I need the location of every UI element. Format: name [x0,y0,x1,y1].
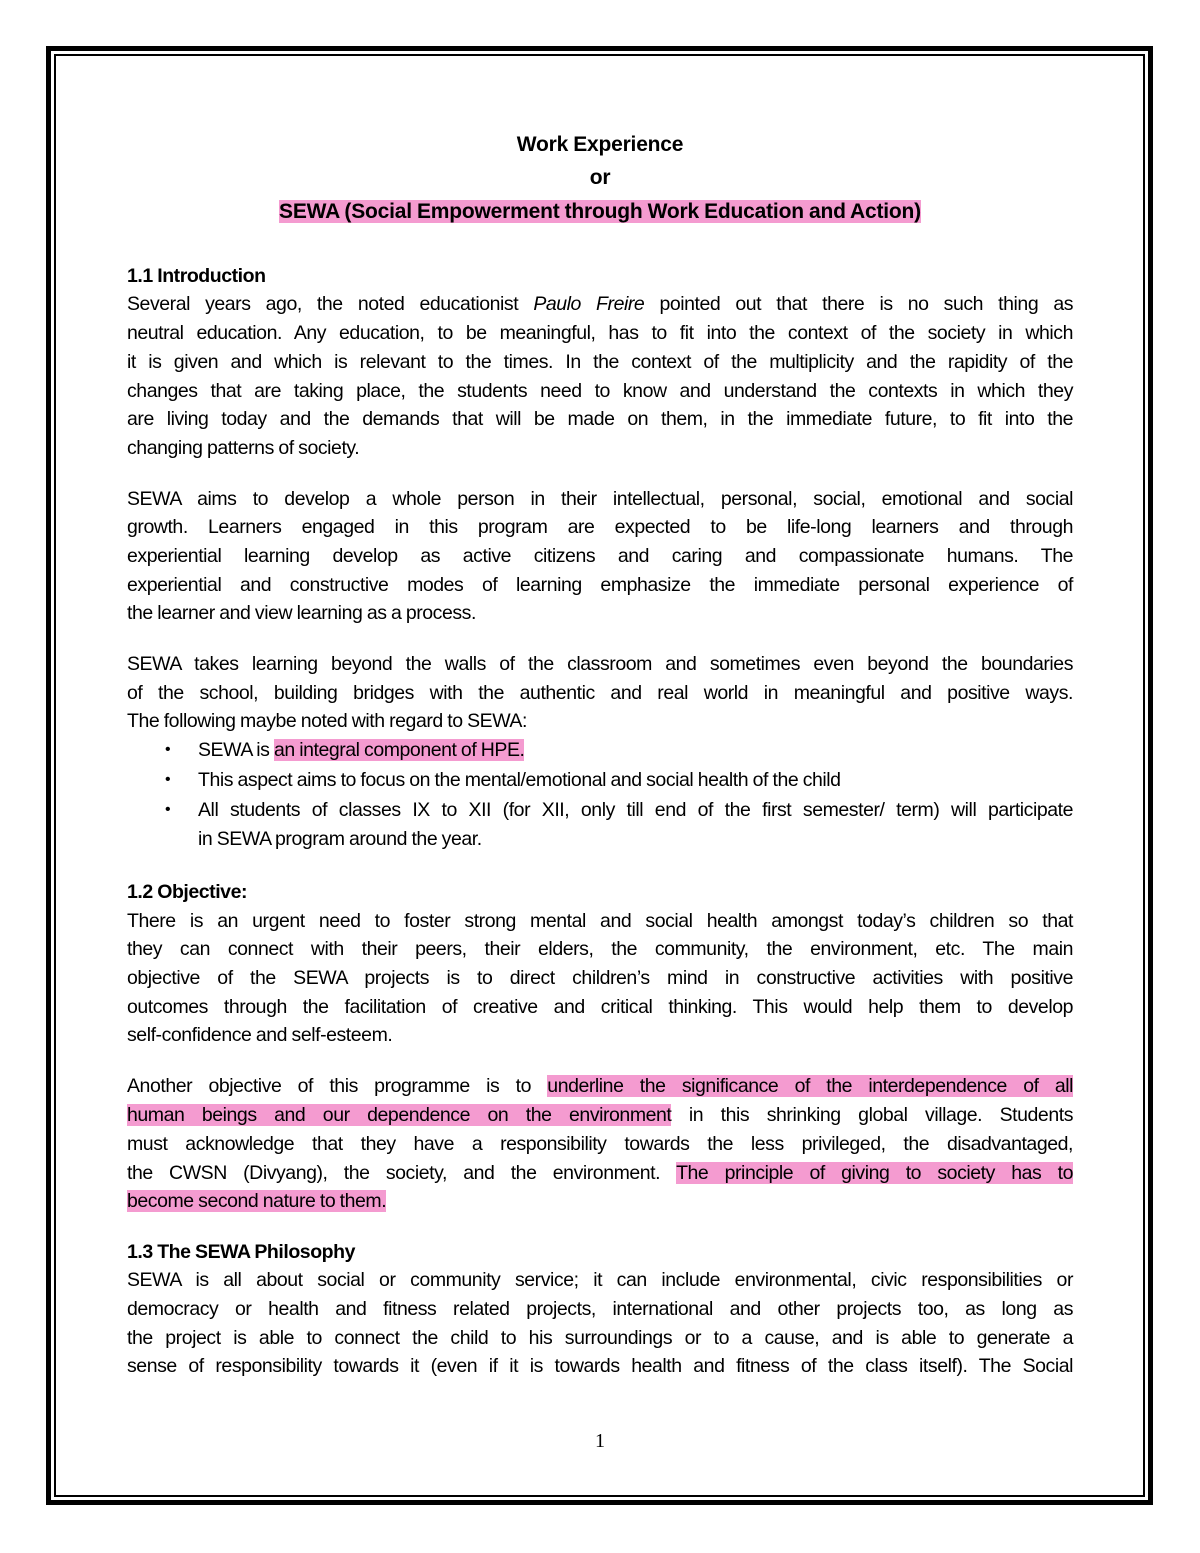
bullet-item-1 [127,736,1073,764]
intro-para1-line5: are living today and the demands that will be made on them, in the immediate future, to fit into the [127,408,1073,430]
intro-para3-line1: SEWA takes learning beyond the walls of the classroom and sometimes even beyond the boundaries [127,653,1073,675]
intro-para3-line3: The following maybe noted with regard to SEWA: [127,710,527,732]
objective-para2-line1 [127,1072,1073,1100]
objective-text: Another objective of this programme is to [127,1075,531,1097]
objective-text: the CWSN (Divyang), the society, and the environment. [127,1162,661,1184]
title-sewa [127,198,1073,226]
heading-objective: 1.2 Objective: [127,881,248,903]
bullet-highlight: an integral component of HPE. [273,739,525,761]
objective-text: in this shrinking global village. Students [688,1104,1073,1126]
intro-para1-line1 [127,290,1073,318]
intro-para2-line5: the learner and view learning as a process. [127,602,476,624]
objective-highlight: underline the significance of the interdependence of all [547,1075,1074,1097]
heading-philosophy: 1.3 The SEWA Philosophy [127,1241,355,1263]
title-work-experience: Work Experience [516,133,684,156]
bullet-item-3-cont [127,825,1073,853]
bullet-text: This aspect aims to focus on the mental/emotional and social health of the child [198,769,841,791]
bullet-text: All students of classes IX to XII (for XII, only till end of the first semester/ term) will participate [198,799,1073,821]
intro-para1-line6: changing patterns of society. [127,437,360,459]
intro-text: pointed out that there is no such thing as [659,293,1074,315]
objective-para1-line4: outcomes through the facilitation of creative and critical thinking. This would help them to develop [127,996,1073,1018]
objective-highlight: become second nature to them. [127,1190,387,1212]
bullet-item-2 [127,766,1073,794]
objective-para2-line3: must acknowledge that they have a responsibility towards the less privileged, the disadvantaged, [127,1133,1073,1155]
intro-para1-line2: neutral education. Any education, to be meaningful, has to fit into the context of the society in which [127,322,1073,344]
objective-para2-line5 [127,1187,1073,1215]
title-or: or [589,166,611,189]
page-number: 1 [595,1430,605,1452]
bullet-plain-text: SEWA is [198,739,274,761]
bullet-icon: • [165,801,171,818]
paulo-freire-italic: Paulo Freire [533,293,645,315]
philosophy-para1-line3: the project is able to connect the child to his surroundings or to a cause, and is able to generate a [127,1327,1073,1349]
bullet-item-3 [127,796,1073,824]
objective-para1-line2: they can connect with their peers, their elders, the community, the environment, etc. The main [127,938,1073,960]
philosophy-para1-line1: SEWA is all about social or community service; it can include environmental, civic responsibilities or [127,1269,1073,1291]
intro-para2-line4: experiential and constructive modes of learning emphasize the immediate personal experience of [127,574,1073,596]
intro-para2-line1: SEWA aims to develop a whole person in their intellectual, personal, social, emotional and social [127,488,1073,510]
intro-para1-line4: changes that are taking place, the students need to know and understand the contexts in which they [127,380,1073,402]
objective-para1-line5: self-confidence and self-esteem. [127,1024,393,1046]
heading-introduction: 1.1 Introduction [127,265,266,287]
objective-para2-line2 [127,1101,1073,1129]
objective-highlight: human beings and our dependence on the environment [127,1104,672,1126]
bullet-text: in SEWA program around the year. [198,828,482,850]
intro-text: Several years ago, the noted educationist [127,293,519,315]
intro-para2-line2: growth. Learners engaged in this program are expected to be life-long learners and through [127,516,1073,538]
objective-para1-line3: objective of the SEWA projects is to direct children’s mind in constructive activities with positive [127,967,1073,989]
objective-para1-line1: There is an urgent need to foster strong mental and social health amongst today’s children so that [127,910,1073,932]
philosophy-para1-line4: sense of responsibility towards it (even if it is towards health and fitness of the class itself). The Social [127,1355,1073,1377]
objective-para2-line4 [127,1159,1073,1187]
bullet-icon: • [165,741,171,758]
bullet-icon: • [165,771,171,788]
objective-highlight: The principle of giving to society has to [676,1162,1073,1184]
intro-para1-line3: it is given and which is relevant to the times. In the context of the multiplicity and the rapidity of the [127,351,1073,373]
intro-para2-line3: experiential learning develop as active citizens and caring and compassionate humans. The [127,545,1073,567]
intro-para3-line2: of the school, building bridges with the authentic and real world in meaningful and positive ways. [127,682,1073,704]
bullet-text [198,736,1073,764]
title-sewa-highlight: SEWA (Social Empowerment through Work Education and Action) [279,200,921,223]
philosophy-para1-line2: democracy or health and fitness related projects, international and other projects too, as long as [127,1298,1073,1320]
